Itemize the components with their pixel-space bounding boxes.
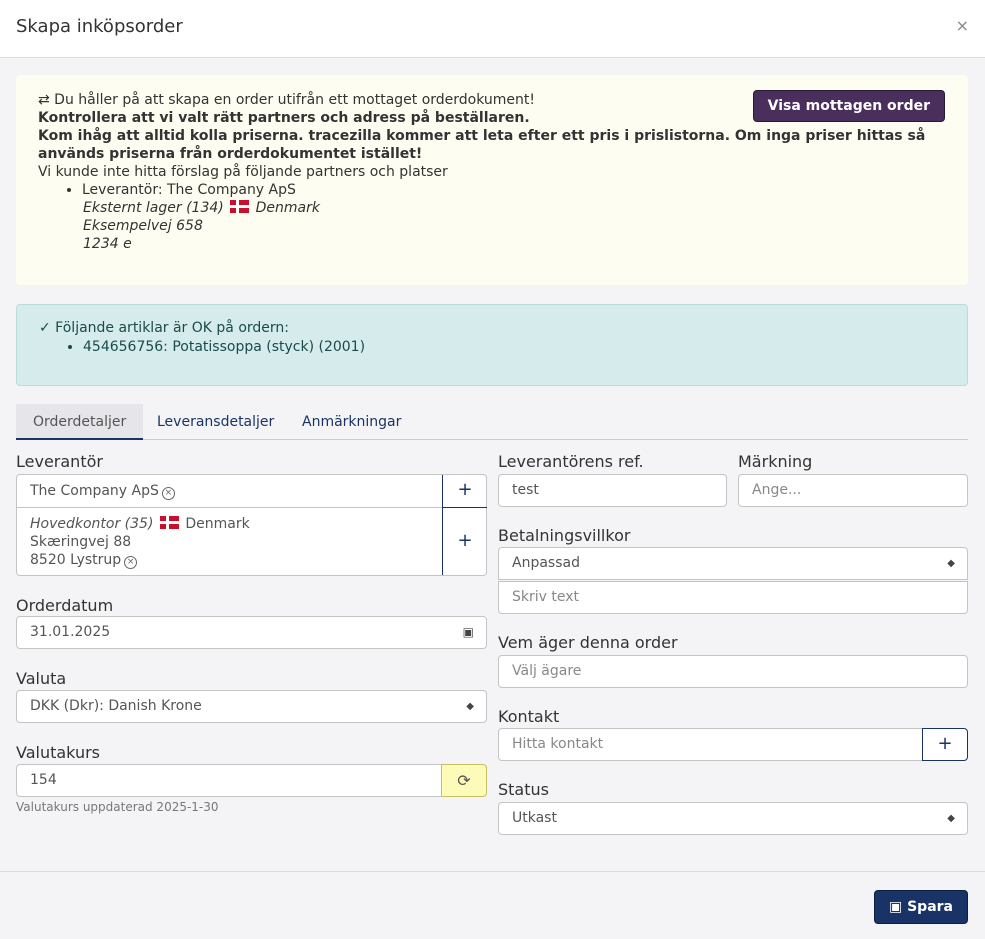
- success-alert: [16, 304, 968, 386]
- tab-orderdetaljer[interactable]: Orderdetaljer: [16, 404, 143, 440]
- address-city: 1234 e: [83, 236, 132, 252]
- success-title: ✓ Följande artiklar är OK på ordern:: [39, 320, 290, 336]
- payment-text-input[interactable]: Skriv text: [498, 581, 968, 614]
- supplier-address: Hovedkontor (35) Denmark Skæringvej 88 8520 Lystrup ×: [30, 516, 250, 568]
- warning-line-3: Kom ihåg att alltid kolla priserna. tracezilla kommer att leta efter ett pris i prislistorna. Om inga priser hittas så används priserna från orderdokumentet istället!: [38, 128, 926, 162]
- list-item: • 454656756: Potatissoppa (styck) (2001): [83, 338, 945, 357]
- marking-input[interactable]: Ange...: [738, 474, 968, 507]
- clear-icon[interactable]: ×: [124, 556, 137, 569]
- currency-select[interactable]: DKK (Dkr): Danish Krone ◆: [16, 690, 487, 723]
- owner-label: Vem äger denna order: [498, 633, 678, 652]
- contact-label: Kontakt: [498, 707, 560, 726]
- tab-anmarkningar[interactable]: Anmärkningar: [302, 414, 402, 430]
- contact-input[interactable]: Hitta kontakt: [498, 728, 923, 761]
- rate-label: Valutakurs: [16, 743, 100, 762]
- supplier-name: The Company ApS ×: [30, 475, 175, 507]
- supplier-label: Leverantör: [16, 452, 103, 471]
- select-arrow-icon: ◆: [947, 558, 955, 569]
- warning-line-4: Vi kunde inte hitta förslag på följande partners och platser: [38, 164, 448, 180]
- close-icon[interactable]: ×: [955, 16, 969, 35]
- refresh-rate-icon[interactable]: ⟳: [441, 764, 487, 797]
- calendar-icon[interactable]: ▣: [462, 625, 474, 639]
- rate-input[interactable]: 154: [16, 764, 442, 797]
- add-contact-button[interactable]: +: [922, 728, 968, 761]
- warning-address: [83, 199, 946, 253]
- owner-select[interactable]: Välj ägare: [498, 655, 968, 688]
- supplier-ref-label: Leverantörens ref.: [498, 452, 644, 471]
- payment-label: Betalningsvillkor: [498, 526, 631, 545]
- status-label: Status: [498, 780, 549, 799]
- success-list: [83, 338, 945, 357]
- supplier-field[interactable]: [16, 474, 487, 576]
- marking-label: Märkning: [738, 452, 813, 471]
- rate-note: Valutakurs uppdaterad 2025-1-30: [16, 800, 219, 814]
- add-supplier-button[interactable]: +: [457, 479, 473, 500]
- address-street: Eksempelvej 658: [83, 218, 203, 234]
- tab-leveransdetaljer[interactable]: Leveransdetaljer: [157, 414, 275, 430]
- currency-label: Valuta: [16, 669, 67, 688]
- tab-bar: [16, 404, 968, 440]
- select-arrow-icon: ◆: [466, 701, 474, 712]
- order-date-label: Orderdatum: [16, 596, 114, 615]
- order-date-input[interactable]: 31.01.2025 ▣: [16, 616, 487, 649]
- modal-footer: [0, 871, 985, 939]
- denmark-flag-icon: [160, 516, 179, 529]
- modal-title: Skapa inköpsorder: [16, 16, 183, 37]
- supplier-ref-input[interactable]: test: [498, 474, 727, 507]
- denmark-flag-icon: [230, 200, 249, 213]
- save-button[interactable]: ▣ Spara: [874, 890, 968, 924]
- address-location: Eksternt lager (134): [83, 200, 224, 216]
- warning-line-2: Kontrollera att vi valt rätt partners och adress på beställaren.: [38, 110, 530, 126]
- warning-alert: [16, 75, 968, 285]
- address-country: Denmark: [255, 200, 321, 216]
- modal-header: [0, 0, 985, 58]
- select-arrow-icon: ◆: [947, 813, 955, 824]
- warning-list: [82, 181, 946, 199]
- warning-line-1: ⇄ Du håller på att skapa en order utifrån ett mottaget orderdokument!: [38, 92, 536, 108]
- save-icon: ▣: [888, 899, 903, 915]
- clear-icon[interactable]: ×: [162, 487, 175, 500]
- list-item: • Leverantör: The Company ApS: [82, 181, 946, 199]
- add-address-button[interactable]: +: [457, 530, 473, 551]
- payment-select[interactable]: Anpassad ◆: [498, 547, 968, 580]
- show-received-order-button[interactable]: Visa mottagen order: [753, 90, 945, 122]
- status-select[interactable]: Utkast ◆: [498, 802, 968, 835]
